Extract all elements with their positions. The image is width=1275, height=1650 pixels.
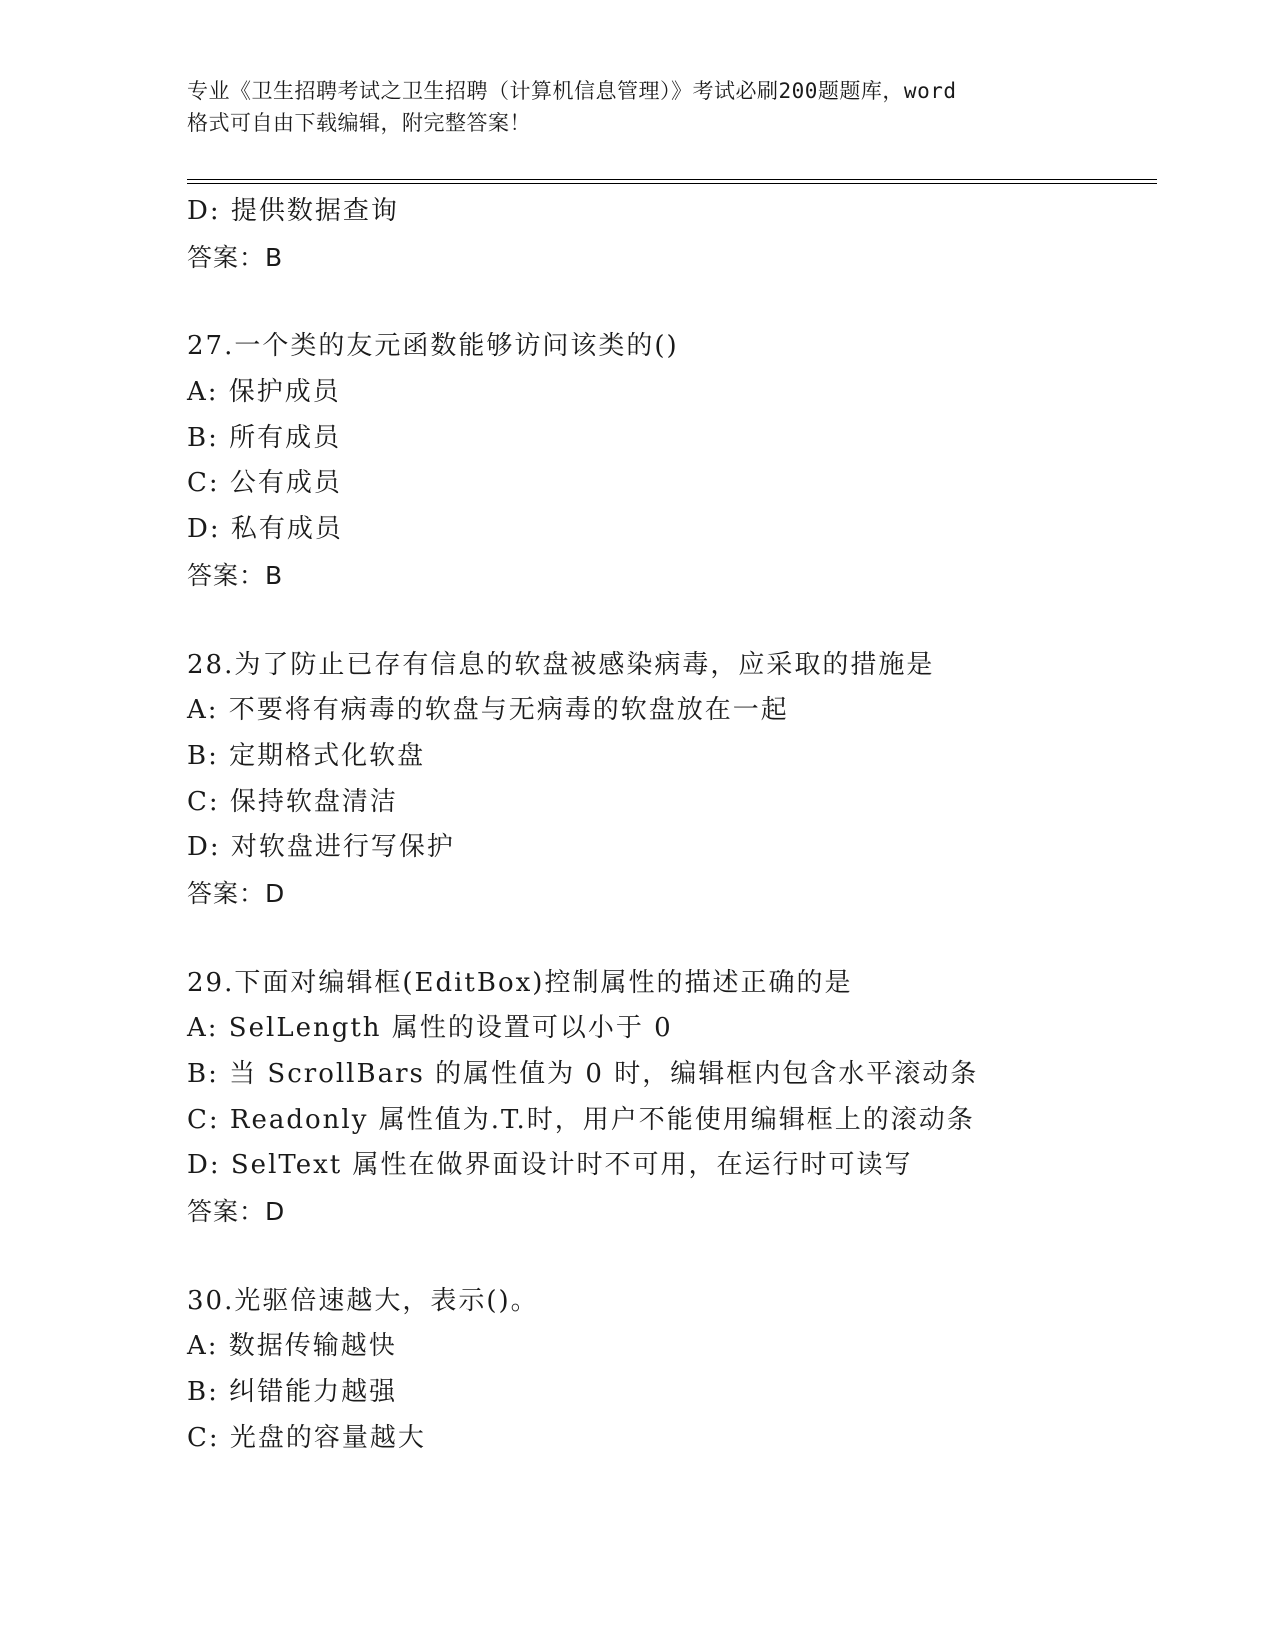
answer-line: 答案：B: [187, 560, 284, 590]
option-a: A: 保护成员: [187, 377, 341, 408]
option-b: B: 所有成员: [187, 422, 342, 453]
option-b: B: 当 ScrollBars 的属性值为 0 时，编辑框内包含水平滚动条: [187, 1059, 979, 1089]
document-header: [187, 75, 1087, 139]
option-c: C: 保持软盘清洁: [187, 786, 398, 817]
answer-line: 答案：D: [187, 878, 286, 908]
option-c: C: 光盘的容量越大: [187, 1422, 426, 1453]
option-d: D: SelText 属性在做界面设计时不可用，在运行时可读写: [187, 1150, 913, 1181]
option-c: C: 公有成员: [187, 468, 342, 499]
header-line-1: 专业《卫生招聘考试之卫生招聘（计算机信息管理）》考试必刷200题题库，word: [187, 79, 957, 103]
question-gap: [187, 917, 1157, 961]
question-stem: 29.下面对编辑框(EditBox)控制属性的描述正确的是: [187, 967, 853, 998]
option-d: D: 提供数据查询: [187, 196, 399, 226]
option-a: A: 不要将有病毒的软盘与无病毒的软盘放在一起: [187, 695, 789, 726]
answer-line: 答案：D: [187, 1197, 286, 1227]
question-stem: 30.光驱倍速越大，表示()。: [187, 1285, 539, 1316]
header-divider-bottom: [187, 183, 1157, 184]
question-list: [187, 189, 1157, 1462]
option-b: B: 纠错能力越强: [187, 1377, 398, 1408]
question-28: [187, 643, 1157, 917]
question-stem: 27.一个类的友元函数能够访问该类的(): [187, 331, 679, 362]
option-c: C: Readonly 属性值为.T.时，用户不能使用编辑框上的滚动条: [187, 1104, 975, 1135]
question-stem: 28.为了防止已存有信息的软盘被感染病毒，应采取的措施是: [187, 649, 935, 680]
question-30: [187, 1279, 1157, 1462]
option-a: A: 数据传输越快: [187, 1331, 397, 1362]
option-d: D: 私有成员: [187, 514, 343, 545]
question-gap: [187, 599, 1157, 643]
option-b: B: 定期格式化软盘: [187, 740, 426, 771]
question-gap: [187, 280, 1157, 324]
document-page: [187, 0, 1157, 1650]
option-a: A: SelLength 属性的设置可以小于 0: [187, 1013, 673, 1044]
question-29: [187, 961, 1157, 1235]
option-d: D: 对软盘进行写保护: [187, 832, 455, 863]
answer-line: 答案：B: [187, 242, 284, 272]
question-27: [187, 324, 1157, 598]
header-line-2: 格式可自由下载编辑，附完整答案！: [187, 111, 531, 135]
question-gap: [187, 1235, 1157, 1279]
header-divider-top: [187, 179, 1157, 180]
